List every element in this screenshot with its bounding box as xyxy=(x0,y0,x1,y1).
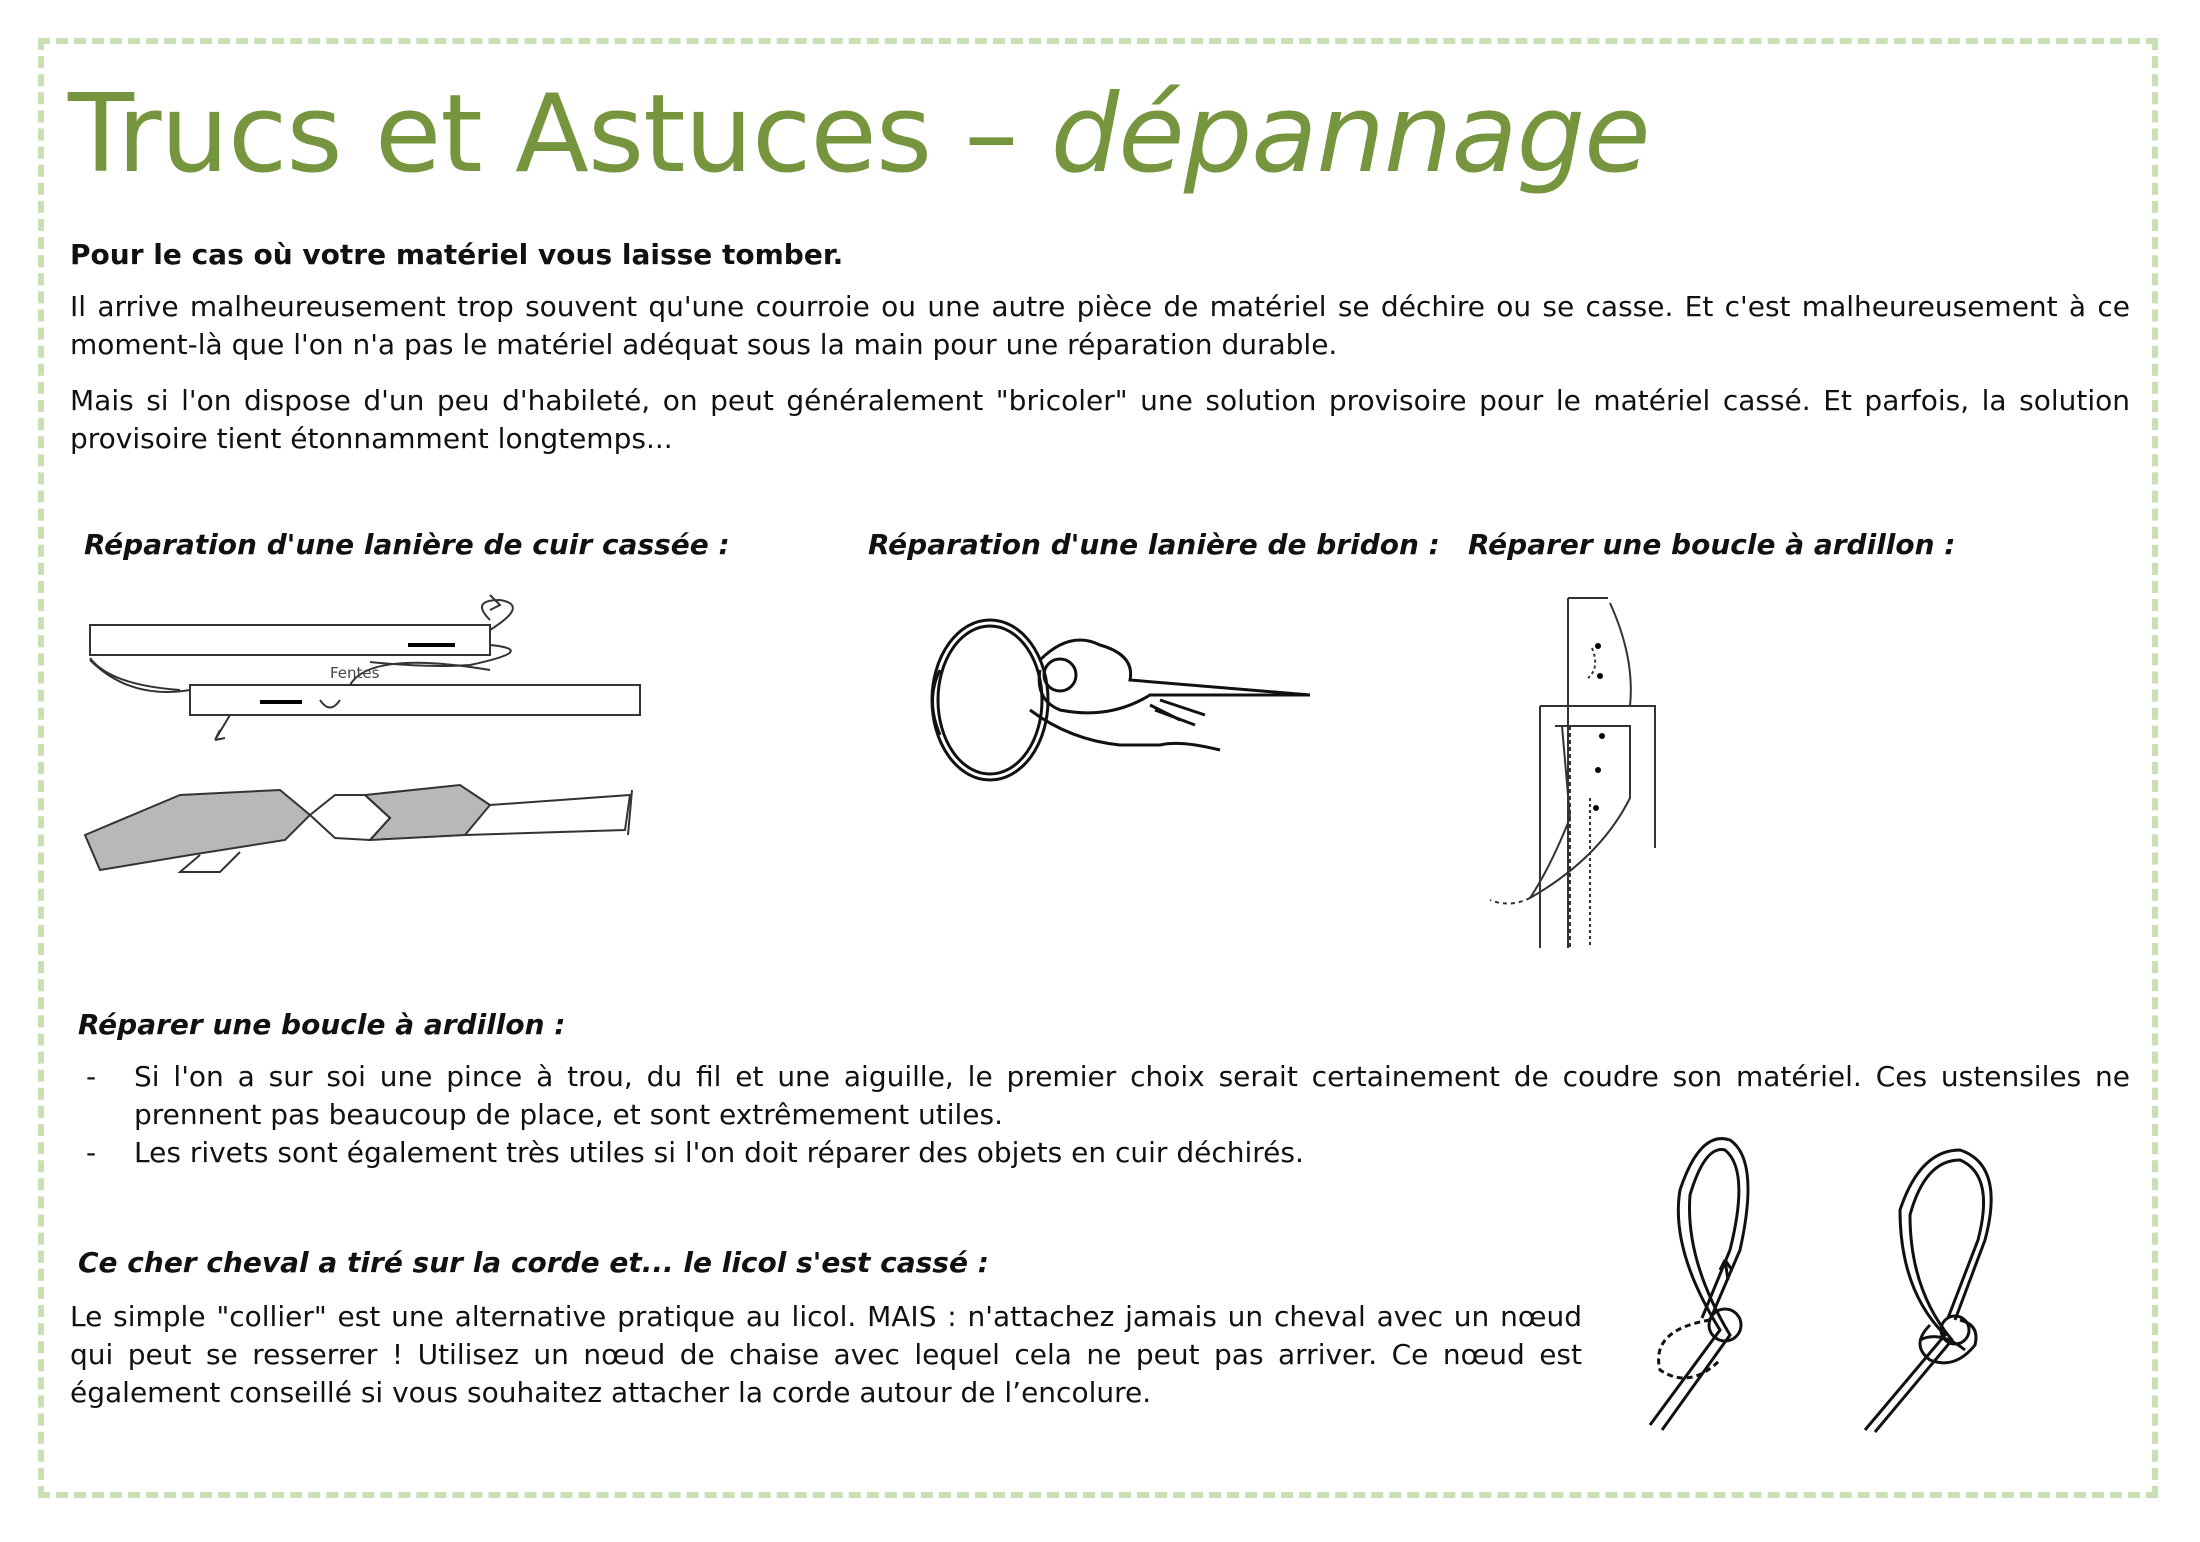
caption-leather-strap: Réparation d'une lanière de cuir cassée : xyxy=(84,528,730,561)
intro-paragraph-1: Il arrive malheureusement trop souvent qu'une courroie ou une autre pièce de matériel se déchire ou se casse. Et c'est malheureusement à ce moment-là que l'on n'a pas le matériel adéquat sous la main pour une réparation durable. xyxy=(70,290,2130,361)
halter-section-heading: Ce cher cheval a tiré sur la corde et... le licol s'est cassé : xyxy=(78,1246,989,1279)
intro-paragraph-2: Mais si l'on dispose d'un peu d'habileté, on peut généralement "bricoler" une solution provisoire pour le matériel cassé. Et parfois, la solution provisoire tient étonnamment longtemps... xyxy=(70,384,2130,455)
intro-heading: Pour le cas où votre matériel vous laisse tomber. xyxy=(70,238,844,271)
halter-paragraph: Le simple "collier" est une alternative pratique au licol. MAIS : n'attachez jamais un cheval avec un nœud qui peut se resserrer ! Utilisez un nœud de chaise avec lequel cela ne peut pas arriver. Ce nœud est également conseillé si vous souhaitez attacher la corde autour de l’encolure. xyxy=(70,1300,1582,1409)
page-title: Trucs et Astuces – dépannage xyxy=(68,72,1650,197)
bridon-strap-illustration xyxy=(920,600,1320,800)
buckle-illustration xyxy=(1470,598,1730,958)
list-item: - Si l'on a sur soi une pince à trou, du fil et une aiguille, le premier choix serait certainement de coudre son matériel. Ces ustensiles ne prennent pas beaucoup de place, et sont extrêmement utiles. xyxy=(86,1060,2130,1131)
slits-label: Fentes xyxy=(330,664,380,682)
buckle-section-heading: Réparer une boucle à ardillon : xyxy=(78,1008,566,1041)
list-item: - Les rivets sont également très utiles si l'on doit réparer des objets en cuir déchirés. xyxy=(86,1136,1304,1169)
caption-buckle: Réparer une boucle à ardillon : xyxy=(1468,528,1956,561)
bowline-knot-illustration xyxy=(1610,1130,2090,1440)
leather-strap-illustration xyxy=(70,590,650,890)
caption-bridon-strap: Réparation d'une lanière de bridon : xyxy=(868,528,1440,561)
